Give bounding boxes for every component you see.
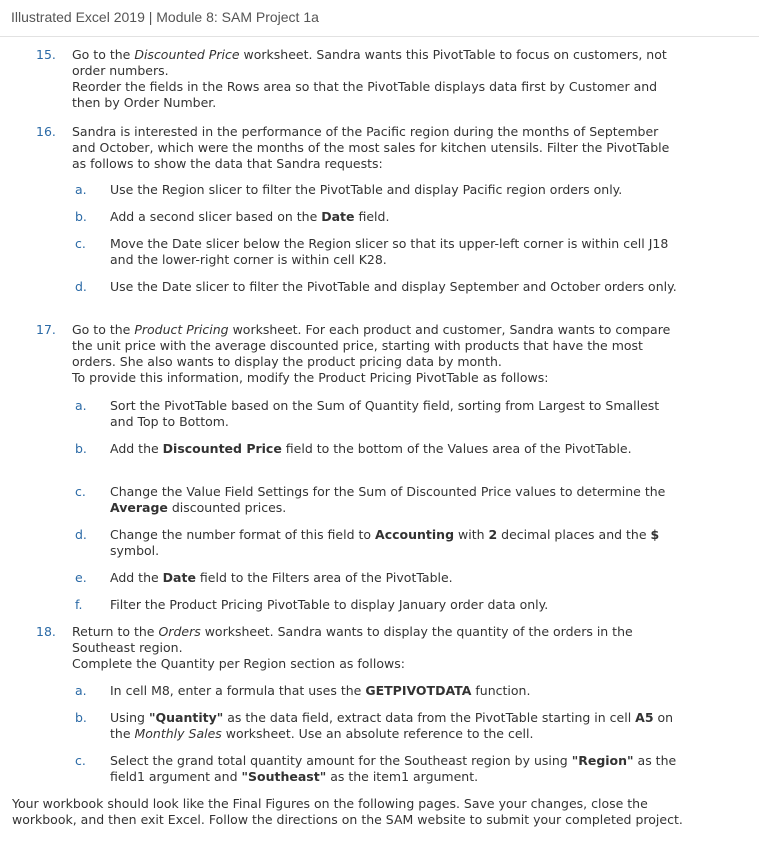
step-paragraph: Go to the Product Pricing worksheet. For each product and customer, Sandra wants to compare the unit price with the average discounted price, starting with products that have the most orders. She also wants to display the product pricing data by month. — [72, 322, 671, 369]
substep-text: Change the Value Field Settings for the Sum of Discounted Price values to determine the Average discounted prices. — [110, 484, 666, 515]
substep-letter: b. — [75, 209, 87, 224]
substep-letter: a. — [75, 683, 87, 698]
step-number: 18. — [36, 624, 56, 639]
step-paragraph: Return to the Orders worksheet. Sandra wants to display the quantity of the orders in the Southeast region. — [72, 624, 633, 655]
substep-text: In cell M8, enter a formula that uses the GETPIVOTDATA function. — [110, 683, 531, 698]
substep-letter: b. — [75, 441, 87, 456]
substep-text: Add the Discounted Price field to the bottom of the Values area of the PivotTable. — [110, 441, 632, 456]
substep-text: Add the Date field to the Filters area of the PivotTable. — [110, 570, 453, 585]
substep-letter: d. — [75, 279, 87, 294]
substep-letter: a. — [75, 182, 87, 197]
substep-letter: c. — [75, 753, 86, 768]
page-header: Illustrated Excel 2019 | Module 8: SAM Project 1a — [11, 9, 319, 25]
substep-text: Sort the PivotTable based on the Sum of Quantity field, sorting from Largest to Smallest and Top to Bottom. — [110, 398, 660, 429]
step-body — [72, 322, 682, 386]
substep-letter: a. — [75, 398, 87, 413]
step-paragraph: Go to the Discounted Price worksheet. Sandra wants this PivotTable to focus on customers, not order numbers. — [72, 47, 667, 78]
substep-text: Add a second slicer based on the Date field. — [110, 209, 390, 224]
step-number: 17. — [36, 322, 56, 337]
substep-text: Move the Date slicer below the Region slicer so that its upper-left corner is within cell J18 and the lower-right corner is within cell K28. — [110, 236, 669, 267]
step-body — [72, 124, 682, 172]
substep-letter: f. — [75, 597, 83, 612]
step-body — [72, 624, 682, 672]
step-paragraph: To provide this information, modify the Product Pricing PivotTable as follows: — [72, 370, 549, 385]
substep-letter: d. — [75, 527, 87, 542]
step-number: 16. — [36, 124, 56, 139]
substep-text: Change the number format of this field to Accounting with 2 decimal places and the $ symbol. — [110, 527, 660, 558]
substep-letter: c. — [75, 236, 86, 251]
substep-text: Use the Region slicer to filter the PivotTable and display Pacific region orders only. — [110, 182, 623, 197]
step-body — [72, 47, 682, 111]
substep-text: Filter the Product Pricing PivotTable to display January order data only. — [110, 597, 549, 612]
substep-letter: e. — [75, 570, 87, 585]
substep-letter: b. — [75, 710, 87, 725]
step-paragraph: Complete the Quantity per Region section as follows: — [72, 656, 405, 671]
substep-text: Use the Date slicer to filter the PivotTable and display September and October orders only. — [110, 279, 677, 294]
step-paragraph: Sandra is interested in the performance of the Pacific region during the months of September and October, which were the months of the most sales for kitchen utensils. Filter the PivotTable as follows to show the data that Sandra requests: — [72, 124, 670, 171]
header-divider — [0, 36, 759, 37]
step-number: 15. — [36, 47, 56, 62]
closing-instructions: Your workbook should look like the Final Figures on the following pages. Save your changes, close the workbook, and then exit Excel. Follow the directions on the SAM website to submit your completed project. — [12, 796, 683, 827]
substep-text: Select the grand total quantity amount for the Southeast region by using "Region" as the field1 argument and "Southeast" as the item1 argument. — [110, 753, 677, 784]
step-paragraph: Reorder the fields in the Rows area so that the PivotTable displays data first by Customer and then by Order Number. — [72, 79, 658, 110]
substep-letter: c. — [75, 484, 86, 499]
substep-text: Using "Quantity" as the data field, extract data from the PivotTable starting in cell A5 on the Monthly Sales worksheet. Use an absolute reference to the cell. — [110, 710, 674, 741]
